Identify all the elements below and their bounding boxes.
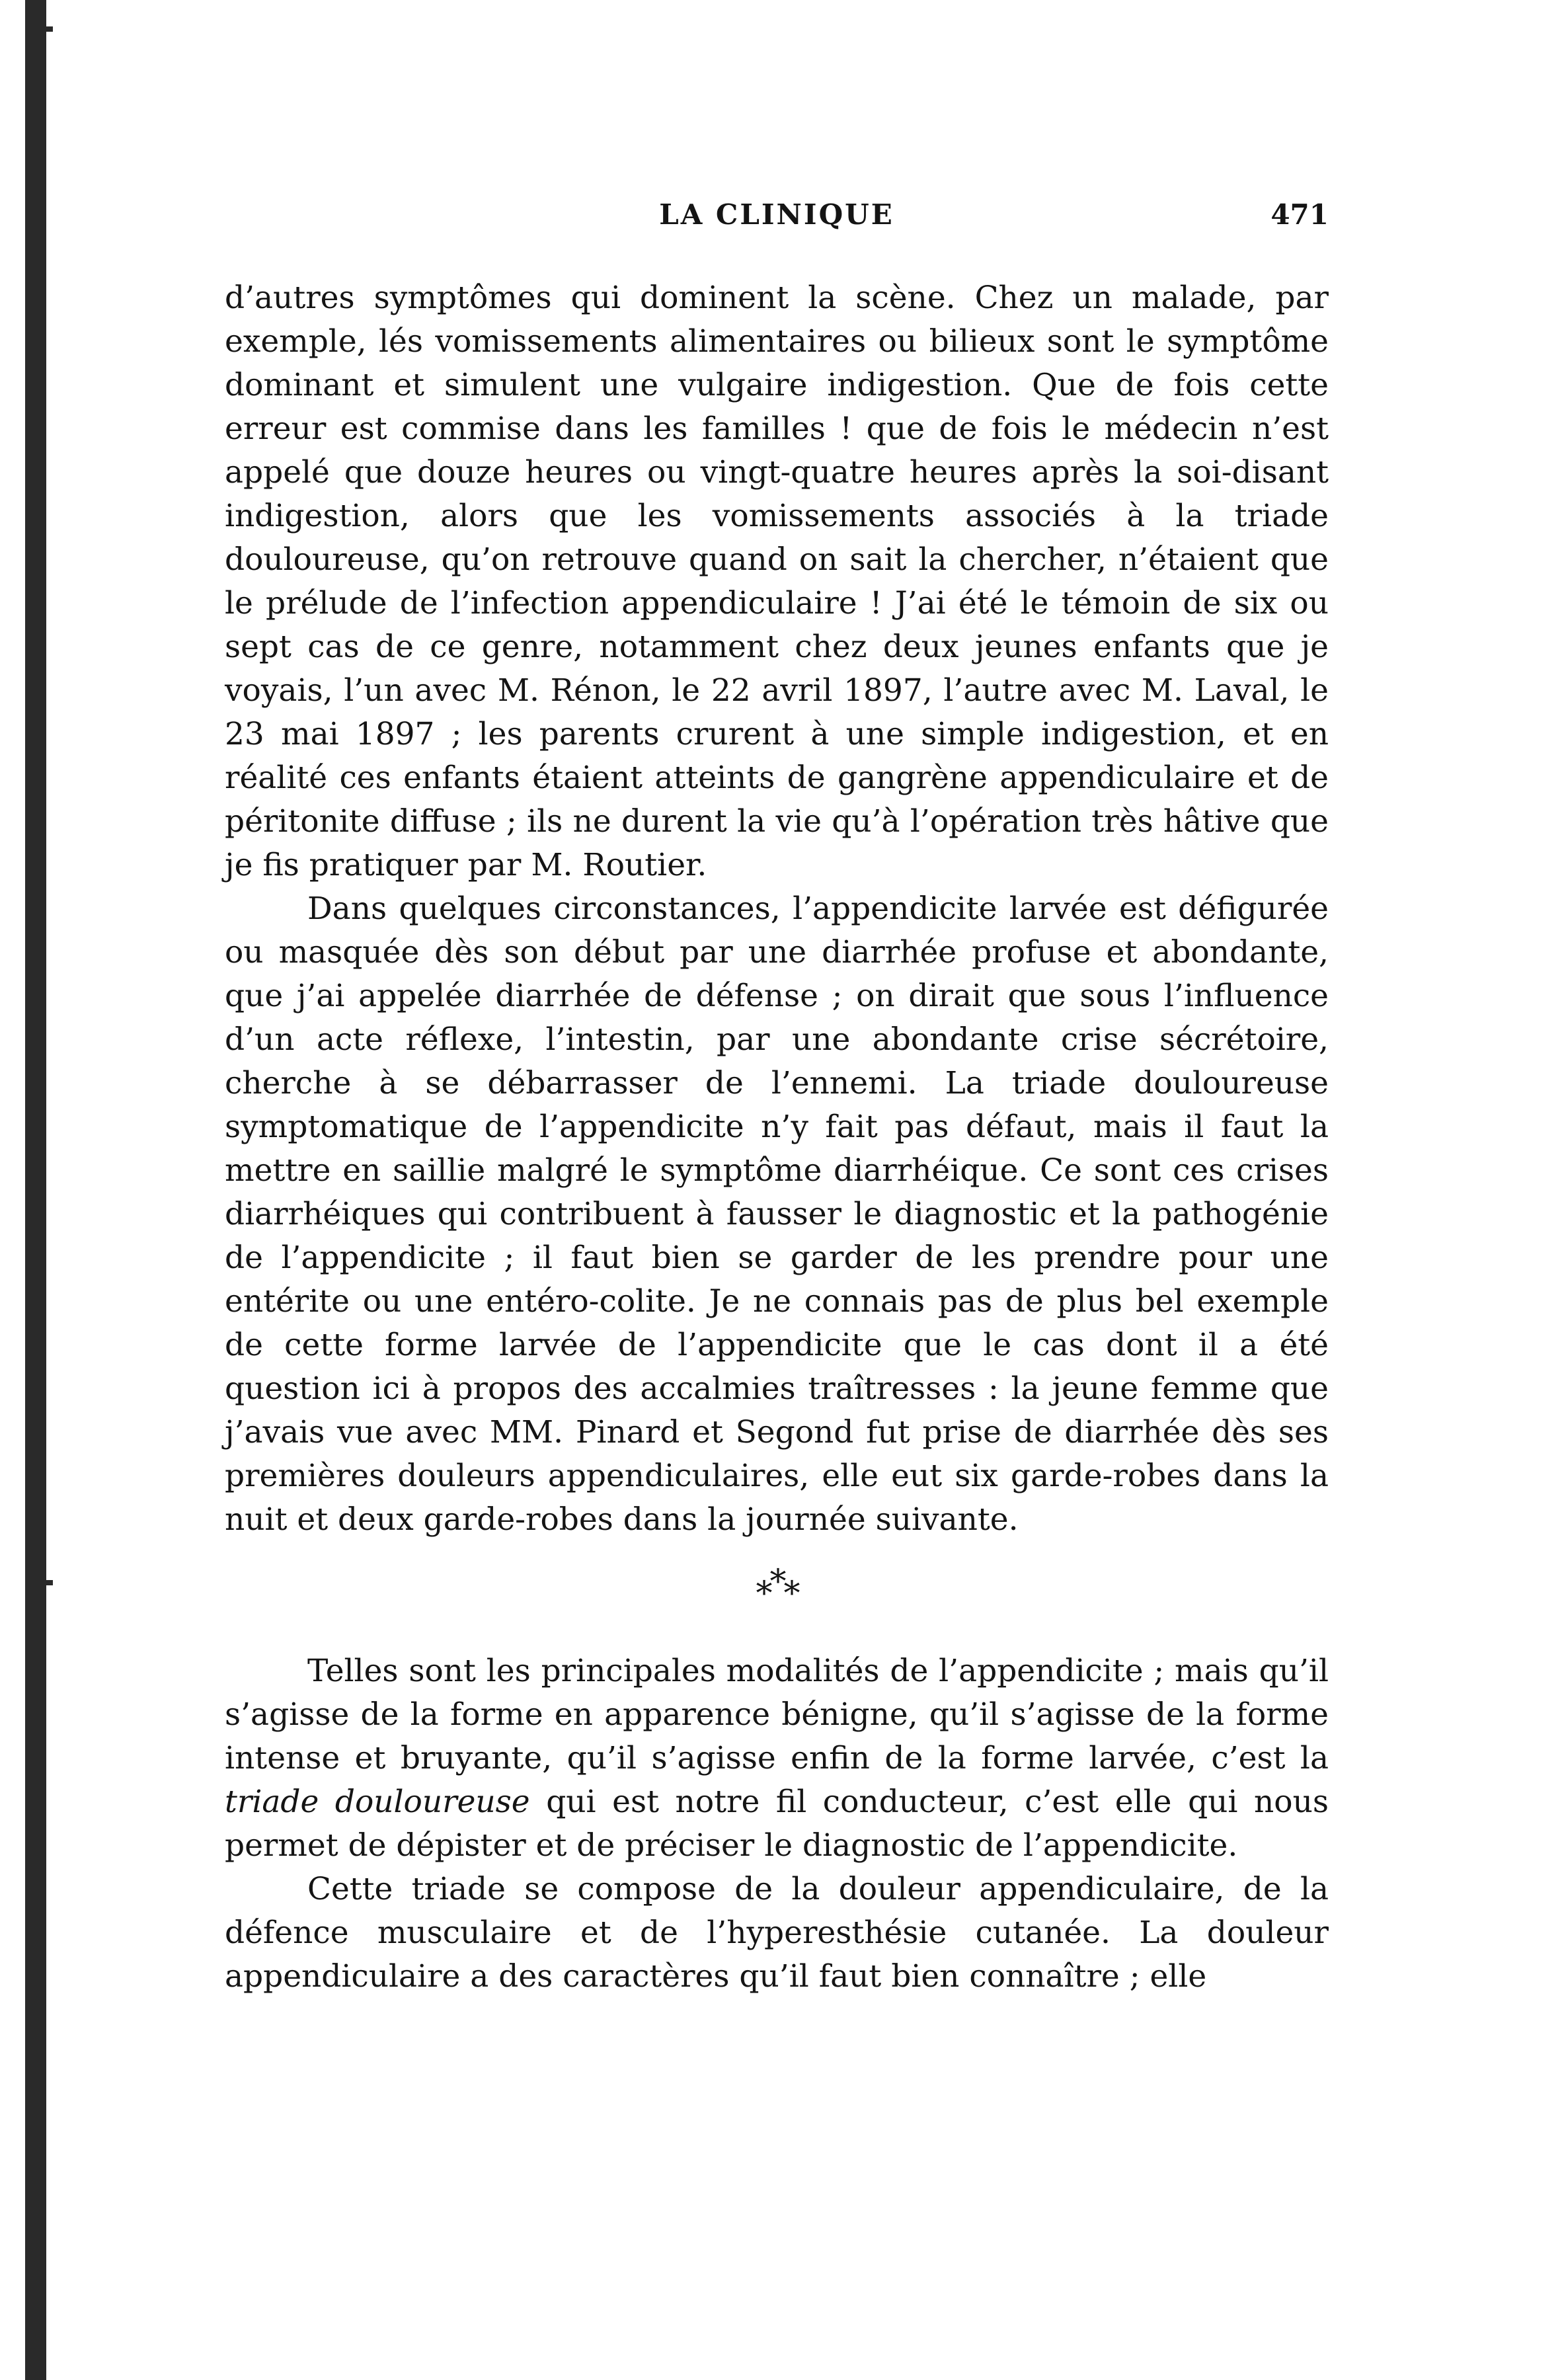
running-title: LA CLINIQUE [659, 198, 894, 231]
binding-notch [46, 1580, 53, 1585]
paragraph-2: Dans quelques circonstances, l’appendicite larvée est défigurée ou masquée dès son début par une diarrhée profuse et abondante, que j’ai appelée diarrhée de défense ; on dirait que sous l’influence d’un acte réflexe, l’intestin, par une abondante crise sécrétoire, cherche à se débarrasser de l’ennemi. La triade douloureuse symptomatique de l’appendicite n’y fait pas défaut, mais il faut la mettre en saillie malgré le symptôme diarrhéique. Ce sont ces crises diarrhéiques qui contribuent à fausser le diagnostic et la pathogénie de l’appendicite ; il faut bien se garder de les prendre pour une entérite ou une entéro-colite. Je ne connais pas de plus bel exemple de cette forme larvée de l’appendicite que le cas dont il a été question ici à propos des accalmies traîtresses : la jeune femme que j’avais vue avec MM. Pinard et Segond fut prise de diarrhée dès ses premières douleurs appendiculaires, elle eut six garde-robes dans la nuit et deux garde-robes dans la journée suivante. [225, 891, 1329, 1538]
page-header [225, 198, 1329, 245]
paragraph-4: Cette triade se compose de la douleur appendiculaire, de la défence musculaire et de l’hyperesthésie cutanée. La douleur appendiculaire a des caractères qu’il faut bien connaître ; elle [225, 1871, 1329, 1995]
asterism-star: * [769, 1562, 784, 1601]
page-binding-edge [25, 0, 46, 2380]
asterism-star: * [783, 1574, 798, 1612]
paragraph-3 [225, 1649, 1329, 1868]
paragraph-1: d’autres symptômes qui dominent la scène. Chez un malade, par exemple, lés vomissements alimentaires ou bilieux sont le symptôme dominant et simulent une vulgaire indigestion. Que de fois cette erreur est commise dans les familles ! que de fois le médecin n’est appelé que douze heures ou vingt-quatre heures après la soi-disant indigestion, alors que les vomissements associés à la triade douloureuse, qu’on retrouve quand on sait la chercher, n’étaient que le prélude de l’infection appendiculaire ! J’ai été le témoin de six ou sept cas de ce genre, notamment chez deux jeunes enfants que je voyais, l’un avec M. Rénon, le 22 avril 1897, l’autre avec M. Laval, le 23 mai 1897 ; les parents crurent à une simple indigestion, et en réalité ces enfants étaient atteints de gangrène appendiculaire et de péritonite diffuse ; ils ne durent la vie qu’à l’opération très hâtive que je fis pratiquer par M. Routier. [225, 280, 1329, 883]
binding-notch [46, 26, 53, 32]
paragraph-3-text-a: Telles sont les principales modalités de l’appendicite ; mais qu’il s’agisse de la forme en apparence bénigne, qu’il s’agisse de la forme intense et bruyante, qu’il s’agisse enfin de la forme larvée, c’est la [225, 1653, 1329, 1776]
paragraph-3-italic: triade douloureuse [225, 1784, 530, 1820]
page-body [225, 276, 1329, 1999]
paragraph-3-text-b: qui est notre fil conducteur, c’est elle qui nous permet de dépister et de préciser le diagnostic de l’appendicite. [225, 1784, 1329, 1864]
asterism-separator [225, 1562, 1329, 1613]
asterism-star: * [756, 1574, 770, 1612]
page-number: 471 [1270, 198, 1329, 231]
